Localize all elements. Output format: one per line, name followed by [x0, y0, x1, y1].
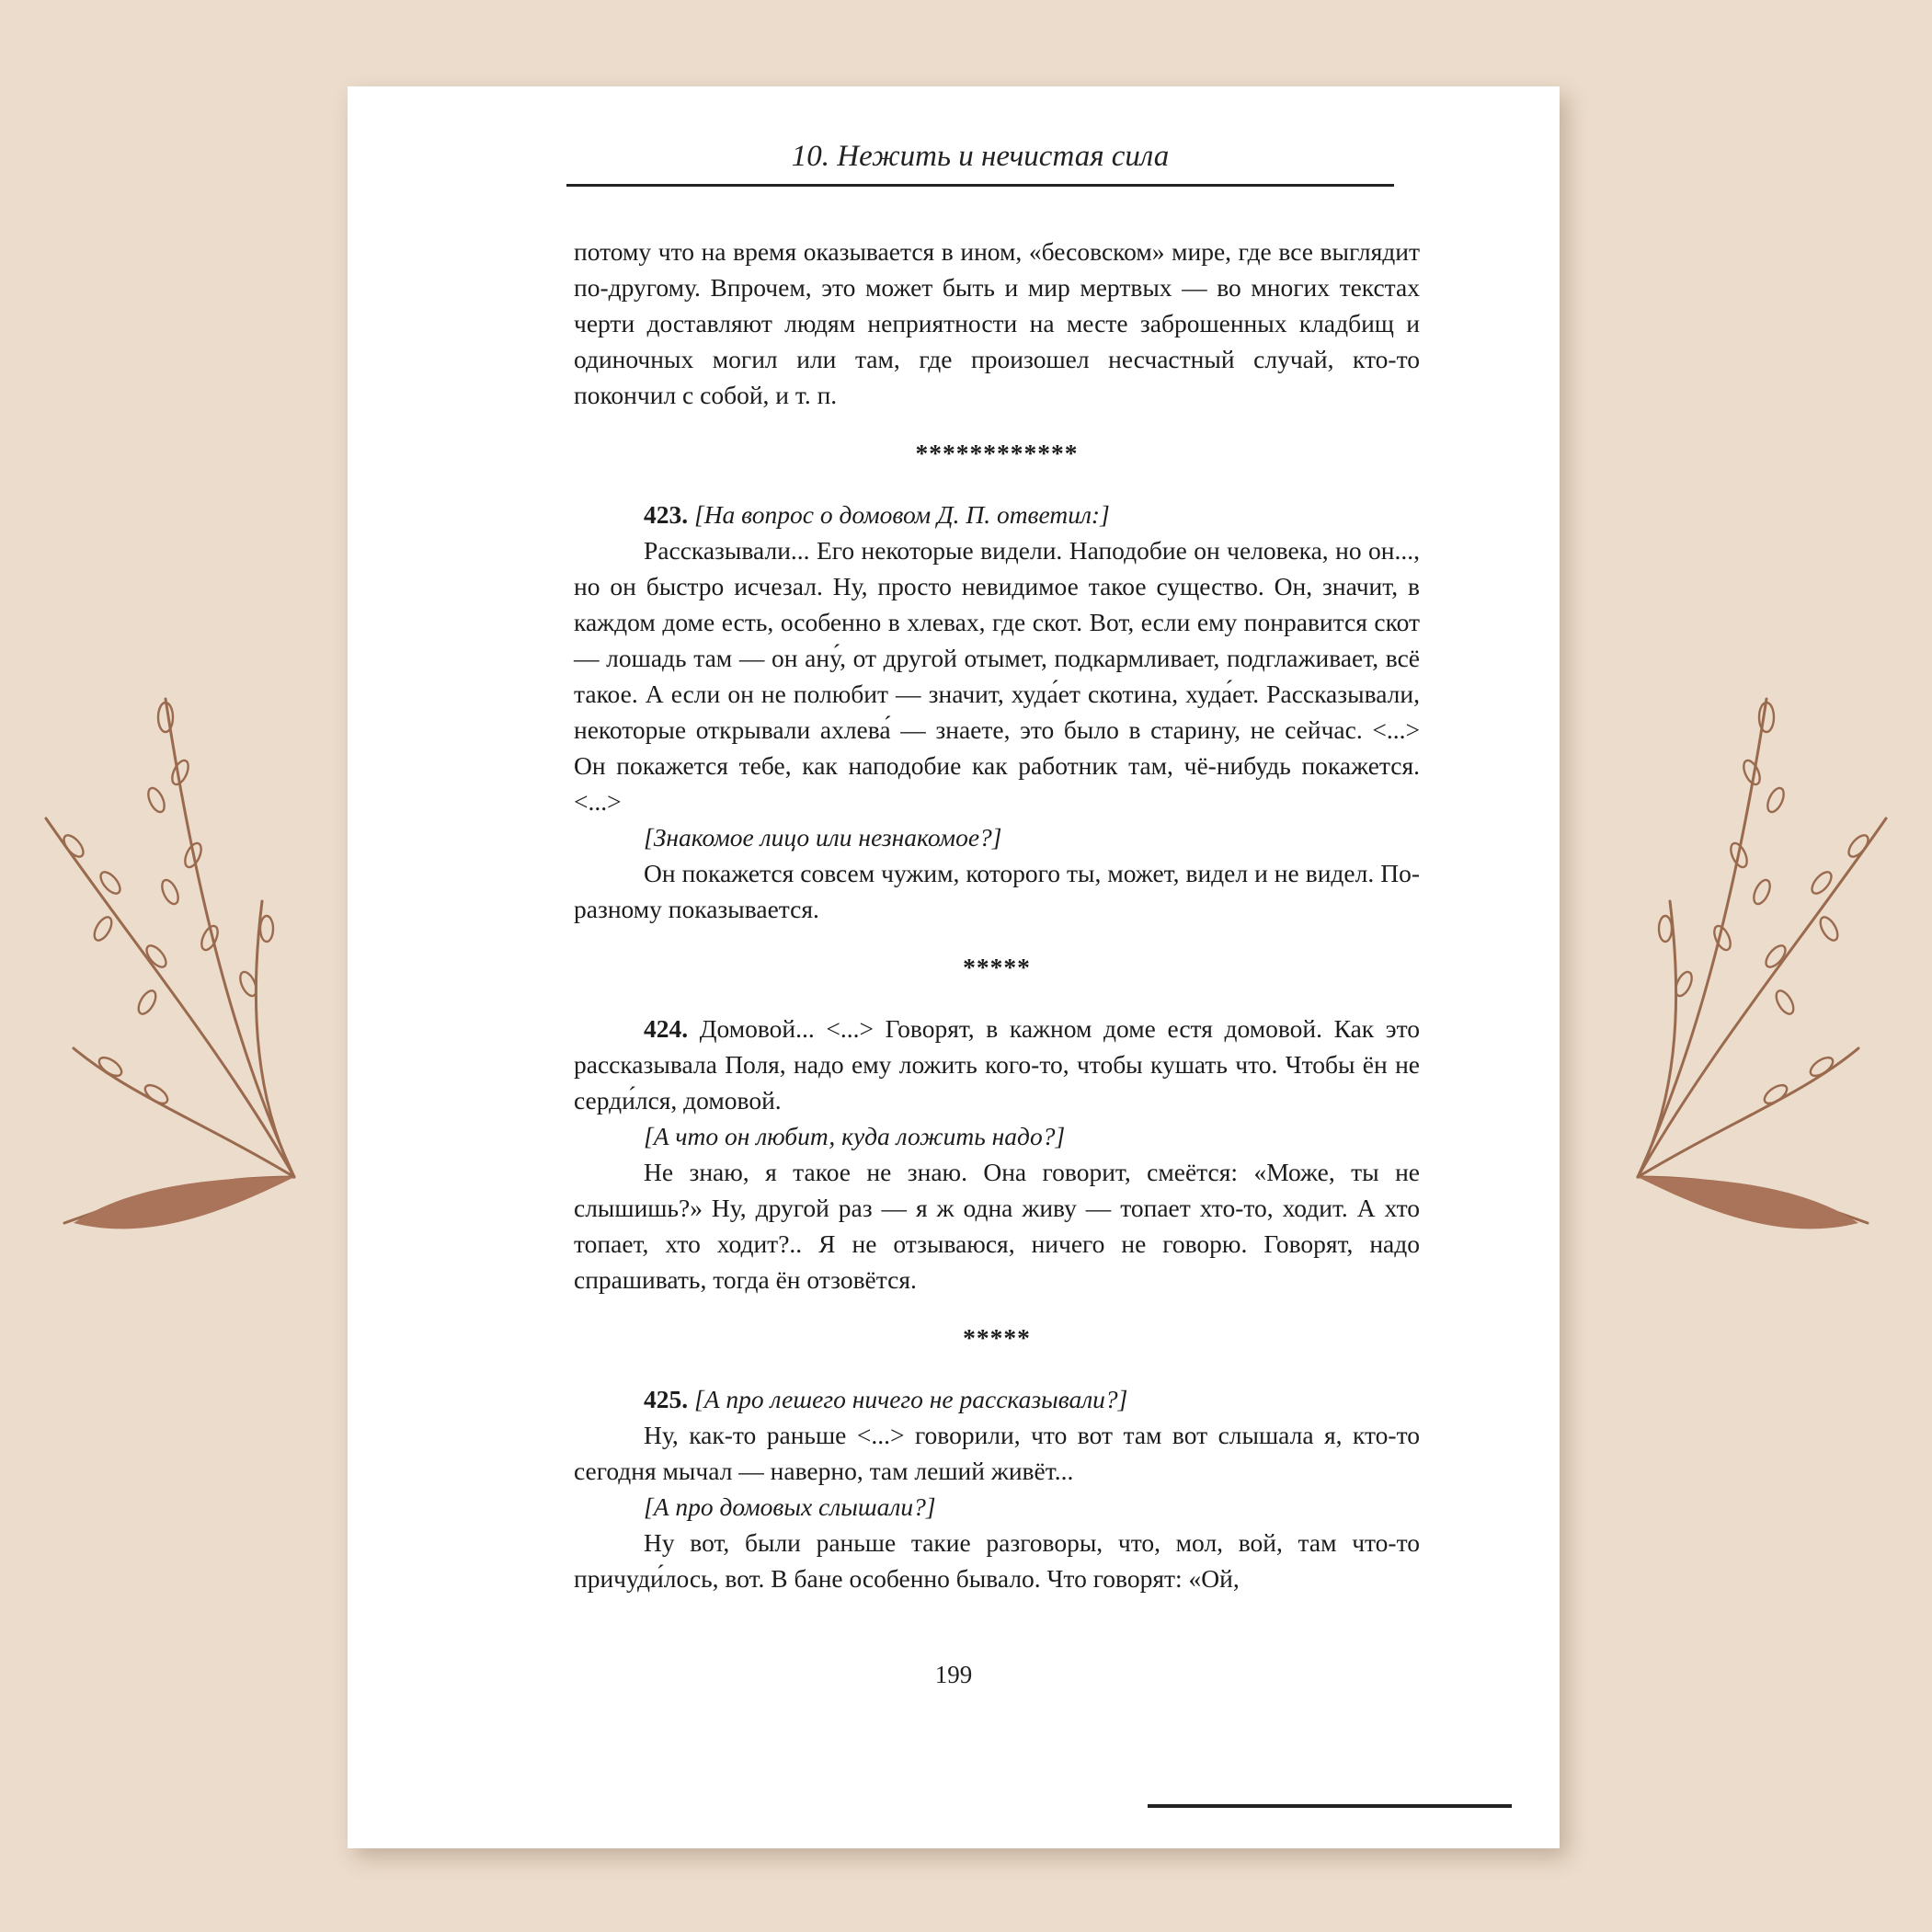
separator: ***** — [963, 1323, 1031, 1352]
entry-424-question: [А что он любит, куда ложить надо?] — [644, 1122, 1066, 1150]
entry-425-answer-1: Ну, как-то раньше <...> говорили, что вот там вот слышала я, кто-то сегодня мычал — наверно, там леший живёт... — [574, 1421, 1420, 1485]
separator: ************ — [915, 439, 1079, 467]
willow-branch-right-icon — [1527, 662, 1914, 1251]
head-rule — [566, 184, 1394, 187]
page-text — [574, 234, 1420, 1596]
entry-number: 425. — [644, 1385, 689, 1413]
bottom-rule — [1148, 1804, 1512, 1808]
interviewer-question: [А про лешего ничего не рассказывали?] — [694, 1385, 1128, 1413]
entry-423-question — [574, 497, 1420, 532]
entry-424-text-1: Домовой... <...> Говорят, в кажном доме естя домовой. Как это рассказывала Поля, надо ему ложить кого-то, чтобы кушать что. Чтобы ён не серди́лся, домовой. — [574, 1014, 1420, 1115]
entry-423-question-2: [Знакомое лицо или незнакомое?] — [644, 823, 1002, 852]
entry-425-question-2: [А про домовых слышали?] — [644, 1492, 936, 1521]
entry-number: 424. — [644, 1014, 689, 1043]
separator: ***** — [963, 953, 1031, 981]
entry-424-text — [574, 1011, 1420, 1118]
page-number: 199 — [934, 1661, 973, 1688]
entry-number: 423. — [644, 500, 689, 529]
entry-424-answer: Не знаю, я такое не знаю. Она говорит, смеётся: «Може, ты не слышишь?» Ну, другой раз — я ж одна живу — топает хто-то, ходит. А хто топает, хто ходит?.. Я не отзываюся, ничего не говорю. Говорят, надо спрашивать, тогда ён отзовётся. — [574, 1158, 1420, 1294]
entry-425-answer-2: Ну вот, были раньше такие разговоры, что, мол, вой, там что-то причуди́лось, вот. В бане особенно бывало. Что говорят: «Ой, — [574, 1528, 1420, 1593]
entry-425-question — [574, 1381, 1420, 1417]
entry-423-answer-2: Он покажется совсем чужим, которого ты, может, видел и не видел. По-разному показывается. — [574, 859, 1420, 923]
book-page — [348, 86, 1560, 1848]
willow-branch-left-icon — [18, 662, 405, 1251]
running-head: 10. Нежить и нечистая сила — [791, 140, 1170, 173]
interviewer-question: [На вопрос о домовом Д. П. ответил:] — [694, 500, 1110, 529]
intro-paragraph: потому что на время оказывается в ином, «бесовском» мире, где все выглядит по-другому. Впрочем, это может быть и мир мертвых — во многих текстах черти доставляют людям неприятности на месте заброшенных кладбищ и одиночных могил или там, где произошел несчастный случай, кто-то покончил с собой, и т. п. — [574, 237, 1420, 409]
entry-423-answer-1: Рассказывали... Его некоторые видели. Наподобие он человека, но он..., но он быстро исчезал. Ну, просто невидимое такое существо. Он, значит, в каждом доме есть, особенно в хлевах, где скот. Вот, если ему понравится скот — лошадь там — он ану́, от другой отымет, подкармливает, подглаживает, всё такое. А если он не полюбит — значит, худа́ет скотина, худа́ет. Рассказывали, некоторые открывали ахлева́ — знаете, это было в старину, не сейчас. <...> Он покажется тебе, как наподобие как работник там, чё-нибудь покажется. <...> — [574, 536, 1420, 816]
